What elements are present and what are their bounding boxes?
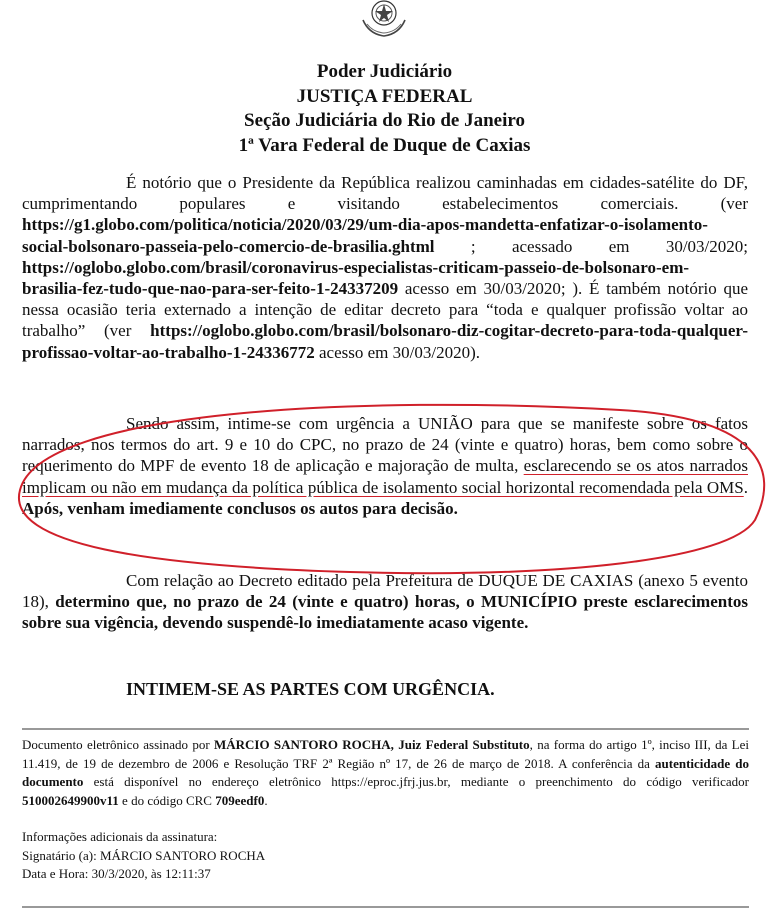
info-title: Informações adicionais da assinatura: [22, 829, 218, 844]
signature-notice: Documento eletrônico assinado por MÁRCIO SANTORO ROCHA, Juiz Federal Substituto, na forma do artigo 1º, inciso III, da Lei 11.419, de 19 de dezembro de 2006 e Resolução TRF 2ª Região nº 17, de 26 de março de 2018. A conferência da autenticidade do documento está disponível no endereço eletrônico https://eproc.jfrj.jus.br, mediante o preenchimento do código verificador 510002649900v11 e do código CRC 709eedf0. [22, 737, 749, 808]
paragraph-notorio: É notório que o Presidente da República realizou caminhadas em cidades-satélite do DF, cumprimentando populares e visitando estabelecimentos comerciais. (ver https://g1.globo.com/politica/noticia/2020/03/29/um-dia-apos-mandetta-enfatizar-o-isolamento-social-bolsonaro-passeia-pelo-comercio-de-brasilia.ghtml ; acessado em 30/03/2020; https://oglobo.globo.com/brasil/coronavirus-especialistas-criticam-passeio-de-bolsonaro-em-brasilia-fez-tudo-que-nao-para-ser-feito-1-24337209 acesso em 30/03/2020; ). É também notório que nessa ocasião teria externado a intenção de editar decreto para “toda e qualquer profissão voltar ao trabalho” (ver https://oglobo.globo.com/brasil/bolsonaro-diz-cogitar-decreto-para-toda-qualquer-profissao-voltar-ao-trabalho-1-24336772 acesso em 30/03/2020). [22, 173, 748, 362]
header-line-2: JUSTIÇA FEDERAL [296, 85, 473, 107]
header-line-3: Seção Judiciária do Rio de Janeiro [244, 110, 525, 131]
signature-info [22, 828, 749, 884]
signatario: Signatário (a): MÁRCIO SANTORO ROCHA [22, 847, 266, 863]
conclusos-statement: Após, venham imediamente conclusos os autos para decisão. [22, 498, 458, 518]
divider-top [22, 728, 749, 730]
link-oglobo-decreto[interactable]: https://oglobo.globo.com/brasil/bolsonaro-diz-cogitar-decreto-para-toda-qualquer-profissao-voltar-ao-trabalho-1-24336772 [22, 321, 748, 362]
determination-statement: determino que, no prazo de 24 (vinte e quatro) horas, o MUNICÍPIO preste esclarecimentos sobre sua vigência, devendo suspendê-lo imediatamente acaso vigente. [22, 592, 748, 633]
court-header [0, 60, 769, 158]
link-oglobo-passeio[interactable]: https://oglobo.globo.com/brasil/coronavirus-especialistas-criticam-passeio-de-bolsonaro-em-brasilia-fez-tudo-que-nao-para-ser-feito-1-24337209 [22, 257, 690, 299]
paragraph-intimacao-uniao: Sendo assim, intime-se com urgência a UNIÃO para que se manifeste sobre os fatos narrados, nos termos do art. 9 e 10 do CPC, no prazo de 24 (vinte e quatro) horas, bem como sobre o requerimento do MPF de evento 18 de aplicação e majoração de multa, esclarecendo se os atos narrados implicam ou não em mudança da política pública de isolamento social horizontal recomendada pela OMS. Após, venham imediamente conclusos os autos para decisão. [22, 414, 748, 518]
underlined-passage: esclarecendo se os atos narrados implicam ou não em mudança da política pública de isolamento social horizontal recomendada pela OMS [22, 456, 748, 497]
link-g1[interactable]: https://g1.globo.com/politica/noticia/2020/03/29/um-dia-apos-mandetta-enfatizar-o-isolamento-social-bolsonaro-passeia-pelo-comercio-de-brasilia.ghtml [22, 215, 708, 256]
coat-of-arms-emblem [357, 0, 411, 38]
paragraph-decreto-municipio: Com relação ao Decreto editado pela Prefeitura de DUQUE DE CAXIAS (anexo 5 evento 18), determino que, no prazo de 24 (vinte e quatro) horas, o MUNICÍPIO preste esclarecimentos sobre sua vigência, devendo suspendê-lo imediatamente acaso vigente. [22, 571, 748, 633]
divider-bottom [22, 906, 749, 908]
header-line-1: Poder Judiciário [316, 61, 453, 82]
data-hora: Data e Hora: 30/3/2020, às 12:11:37 [22, 866, 211, 881]
header-line-4: 1ª Vara Federal de Duque de Caxias [238, 134, 531, 156]
intimem-se-heading: INTIMEM-SE AS PARTES COM URGÊNCIA. [126, 679, 495, 699]
